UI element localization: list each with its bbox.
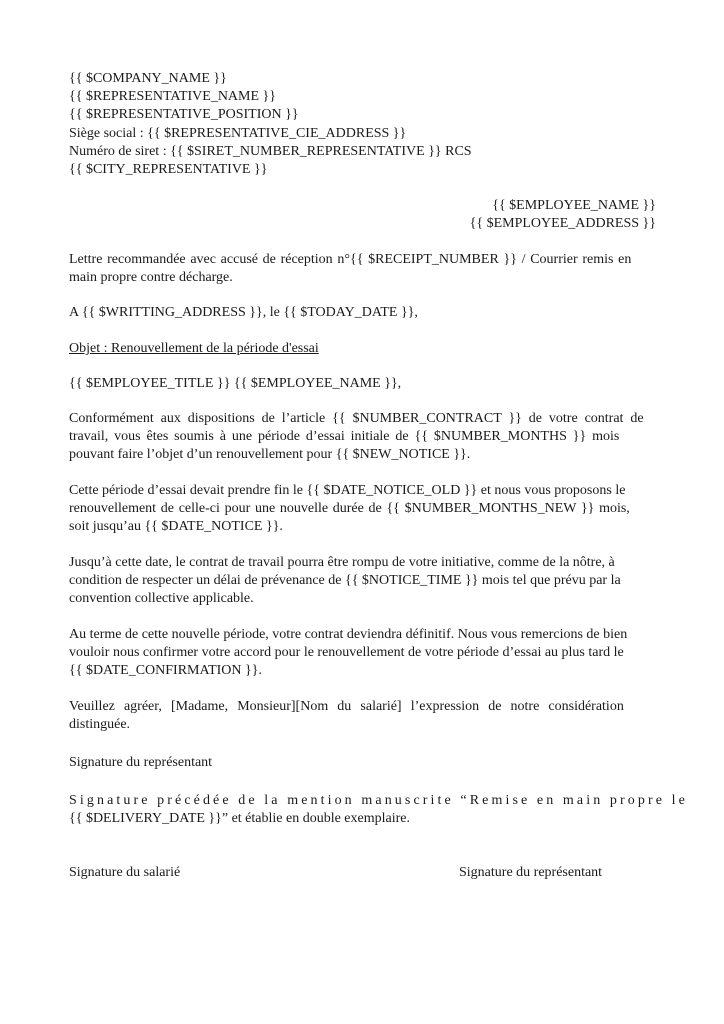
representative-signature-label <box>69 754 656 772</box>
mention-line-1: Signature précédée de la mention manuscrite “Remise en main propre le <box>69 793 688 808</box>
mention-line-2: {{ $DELIVERY_DATE }}” et établie en double exemplaire. <box>69 811 410 827</box>
paragraph-4-line-3: {{ $DATE_CONFIRMATION }}. <box>69 663 262 679</box>
paragraph-3-line-3: convention collective applicable. <box>69 591 254 607</box>
employee-signature-label: Signature du salarié <box>69 865 181 880</box>
salutation <box>69 375 656 393</box>
paragraph-4-line-2: vouloir nous confirmer votre accord pour le renouvellement de votre période d’essai au plus tard le <box>69 645 624 661</box>
representative-name: {{ $REPRESENTATIVE_NAME }} <box>69 89 276 105</box>
paragraph-5-line-2: distinguée. <box>69 717 131 733</box>
city: {{ $CITY_REPRESENTATIVE }} <box>69 162 268 178</box>
delivery-line-1: Lettre recommandée avec accusé de réception n°{{ $RECEIPT_NUMBER }} / Courrier remis en <box>69 252 632 267</box>
siret-number: Numéro de siret : {{ $SIRET_NUMBER_REPRESENTATIVE }} RCS <box>69 143 472 159</box>
paragraph-3-line-1: Jusqu’à cette date, le contrat de travail pourra être rompu de votre initiative, comme de la nôtre, à <box>69 555 615 570</box>
representative-signature-column-label: Signature du représentant <box>459 865 603 880</box>
handwritten-mention <box>69 792 688 828</box>
place-date <box>69 304 656 322</box>
representative-position: {{ $REPRESENTATIVE_POSITION }} <box>69 107 299 123</box>
paragraph-4-line-1: Au terme de cette nouvelle période, votre contrat deviendra définitif. Nous vous remercions de bien <box>69 627 628 642</box>
paragraph-2-line-3: soit jusqu’au {{ $DATE_NOTICE }}. <box>69 519 283 535</box>
subject <box>69 340 656 358</box>
paragraph-5-line-1: Veuillez agréer, [Madame, Monsieur][Nom du salarié] l’expression de notre considération <box>69 699 624 714</box>
paragraph-1-line-1: Conformément aux dispositions de l’article {{ $NUMBER_CONTRACT }} de votre contrat de <box>69 411 644 426</box>
paragraph-4 <box>69 626 656 681</box>
paragraph-2 <box>69 482 656 537</box>
place-date-text: A {{ $WRITTING_ADDRESS }}, le {{ $TODAY_DATE }}, <box>69 305 418 320</box>
recipient-name: {{ $EMPLOYEE_NAME }} <box>492 198 656 213</box>
company-name: {{ $COMPANY_NAME }} <box>69 71 227 86</box>
paragraph-5 <box>69 698 656 734</box>
delivery-line-2: main propre contre décharge. <box>69 270 233 286</box>
paragraph-3-line-2: condition de respecter un délai de prévenance de {{ $NOTICE_TIME }} mois tel que prévu par la <box>69 573 621 589</box>
paragraph-3 <box>69 554 656 609</box>
paragraph-1 <box>69 410 656 465</box>
recipient-address: {{ $EMPLOYEE_ADDRESS }} <box>469 216 656 232</box>
representative-signature-text: Signature du représentant <box>69 755 213 770</box>
recipient-block <box>69 197 656 233</box>
paragraph-1-line-2: travail, vous êtes soumis à une période d’essai initiale de {{ $NUMBER_MONTHS }} mois <box>69 429 620 445</box>
sender-block <box>69 70 656 179</box>
salutation-text: {{ $EMPLOYEE_TITLE }} {{ $EMPLOYEE_NAME }}, <box>69 376 402 391</box>
paragraph-2-line-1: Cette période d’essai devait prendre fin le {{ $DATE_NOTICE_OLD }} et nous vous proposons le <box>69 483 626 498</box>
subject-text: Objet : Renouvellement de la période d'essai <box>69 341 319 356</box>
paragraph-1-line-3: pouvant faire l’objet d’un renouvellement pour {{ $NEW_NOTICE }}. <box>69 447 471 463</box>
head-office: Siège social : {{ $REPRESENTATIVE_CIE_ADDRESS }} <box>69 125 407 141</box>
paragraph-2-line-2: renouvellement de celle-ci pour une nouvelle durée de {{ $NUMBER_MONTHS_NEW }} mois, <box>69 501 630 517</box>
delivery-mode <box>69 251 656 287</box>
